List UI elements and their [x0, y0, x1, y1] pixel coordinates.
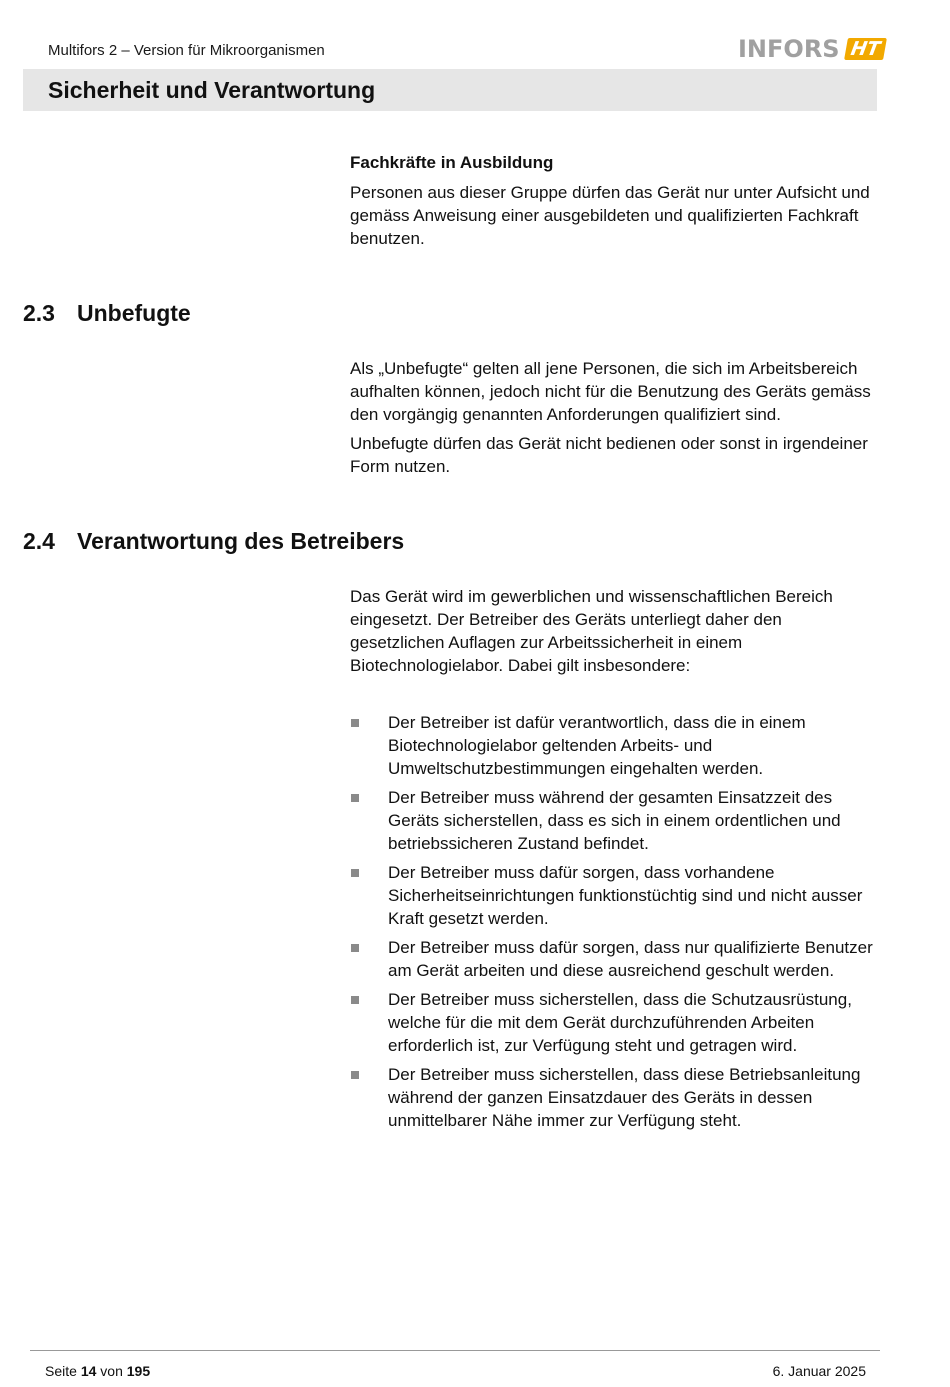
list-item-text: Der Betreiber muss sicherstellen, dass die Schutzausrüstung, welche für die mit dem Gerät durchzuführenden Arbeiten erforderlich ist, zur Verfügung steht und getragen wird. — [388, 990, 852, 1055]
section-heading-2-3 — [23, 300, 191, 327]
trainees-paragraph — [350, 181, 880, 250]
section-number: 2.4 — [23, 528, 55, 554]
list-item — [350, 861, 880, 930]
unauthorized-restriction: Unbefugte dürfen das Gerät nicht bedienen oder sonst in irgendeiner Form nutzen. — [350, 434, 868, 476]
unauthorized-block — [350, 357, 880, 478]
unauthorized-definition: Als „Unbefugte“ gelten all jene Personen, die sich im Arbeitsbereich aufhalten können, jedoch nicht für die Benutzung des Geräts gemäss den vorgängig genannten Anforderungen qualifiziert sind. — [350, 359, 871, 424]
footer-divider — [30, 1350, 880, 1351]
page-prefix: Seite — [45, 1363, 77, 1379]
document-subtitle: Multifors 2 – Version für Mikroorganismen — [48, 42, 325, 59]
list-item — [350, 711, 880, 780]
chapter-header-bar — [23, 69, 877, 111]
infors-ht-logo — [738, 36, 884, 62]
trainees-text: Personen aus dieser Gruppe dürfen das Gerät nur unter Aufsicht und gemäss Anweisung einer ausgebildeten und qualifizierten Fachkraft benutzen. — [350, 183, 870, 248]
footer-date: 6. Januar 2025 — [772, 1363, 866, 1379]
square-bullet-icon — [351, 944, 359, 952]
operator-intro-text: Das Gerät wird im gewerblichen und wissenschaftlichen Bereich eingesetzt. Der Betreiber des Geräts unterliegt daher den gesetzlichen Auflagen zur Arbeitssicherheit in einem Biotechnologielabor. Dabei gilt insbesondere: — [350, 587, 833, 675]
square-bullet-icon — [351, 719, 359, 727]
logo-wordmark: INFORS — [738, 35, 840, 63]
trainees-heading: Fachkräfte in Ausbildung — [350, 153, 554, 172]
section-title: Verantwortung des Betreibers — [77, 528, 405, 554]
list-item-text: Der Betreiber muss während der gesamten Einsatzzeit des Geräts sicherstellen, dass es sich in einem ordentlichen und betriebssicheren Zustand befindet. — [388, 788, 841, 853]
page-total: 195 — [126, 1363, 151, 1379]
page-current: 14 — [80, 1363, 97, 1379]
list-item-text: Der Betreiber muss dafür sorgen, dass nur qualifizierte Benutzer am Gerät arbeiten und diese ausreichend geschult werden. — [388, 938, 873, 980]
page-number — [45, 1363, 150, 1379]
page-separator: von — [100, 1363, 123, 1379]
list-item-text: Der Betreiber muss sicherstellen, dass diese Betriebsanleitung während der ganzen Einsatzdauer des Geräts in dessen unmittelbarer Nähe immer zur Verfügung steht. — [388, 1065, 861, 1130]
list-item — [350, 936, 880, 982]
square-bullet-icon — [351, 794, 359, 802]
list-item-text: Der Betreiber ist dafür verantwortlich, dass die in einem Biotechnologielabor geltenden Arbeits- und Umweltschutzbestimmungen eingehalten werden. — [388, 713, 806, 778]
operator-duties-list — [350, 711, 880, 1138]
square-bullet-icon — [351, 1071, 359, 1079]
section-title: Unbefugte — [77, 300, 191, 326]
list-item-text: Der Betreiber muss dafür sorgen, dass vorhandene Sicherheitseinrichtungen funktionstüchtig sind und nicht ausser Kraft gesetzt werden. — [388, 863, 863, 928]
square-bullet-icon — [351, 996, 359, 1004]
square-bullet-icon — [351, 869, 359, 877]
section-heading-2-4 — [23, 528, 404, 555]
operator-intro — [350, 585, 880, 677]
list-item — [350, 1063, 880, 1132]
list-item — [350, 786, 880, 855]
chapter-title: Sicherheit und Verantwortung — [48, 77, 376, 103]
list-item — [350, 988, 880, 1057]
section-number: 2.3 — [23, 300, 55, 326]
logo-ht-mark: HT — [844, 38, 887, 60]
